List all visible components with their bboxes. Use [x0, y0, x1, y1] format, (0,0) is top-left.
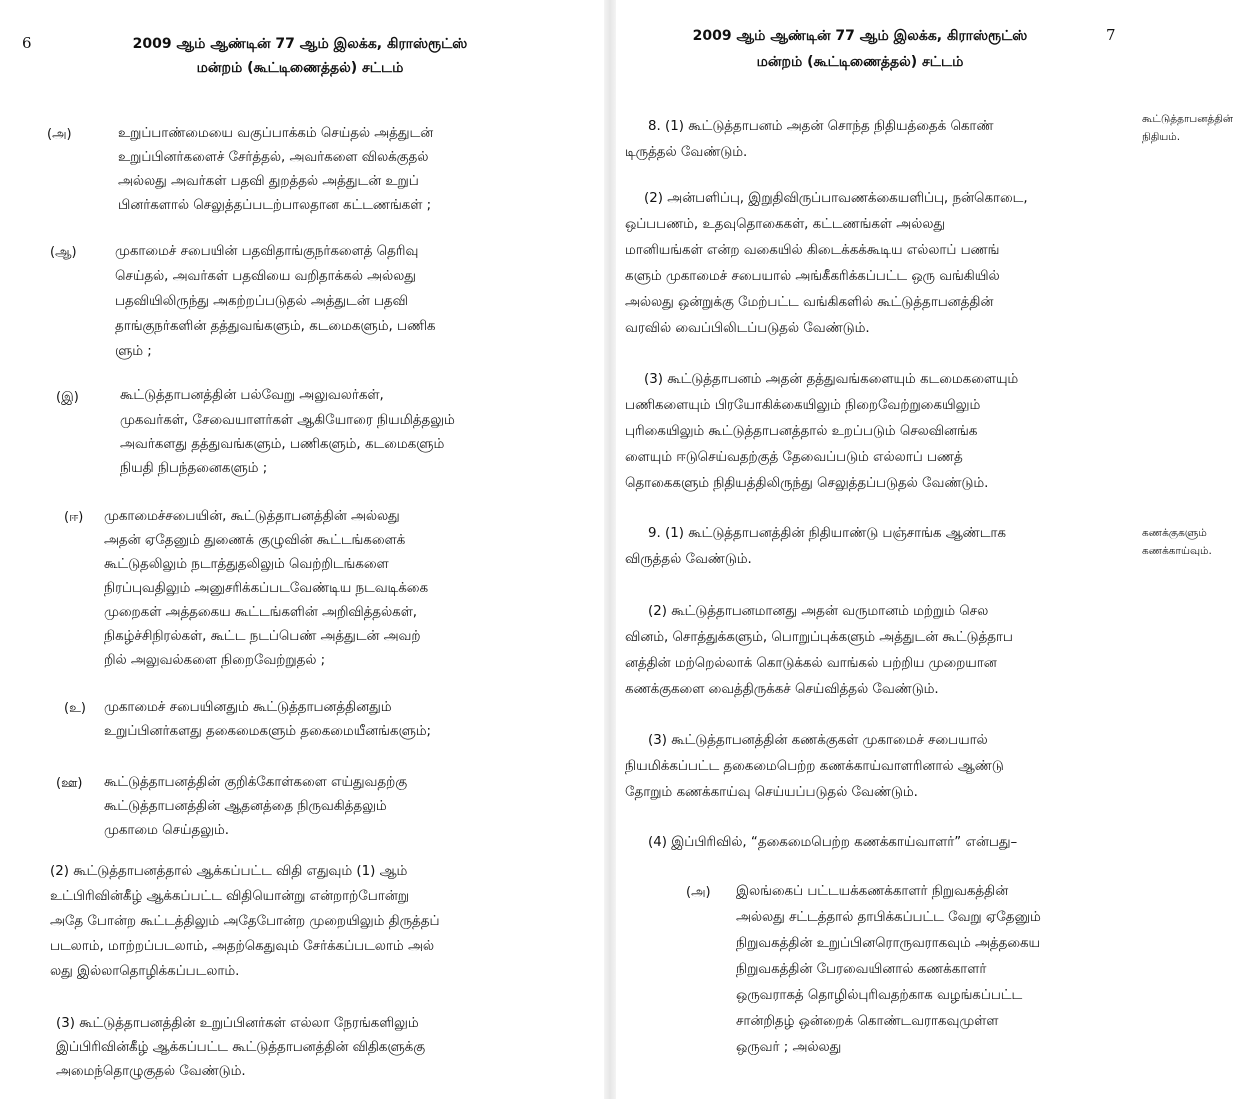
- item-line: ஒருவர் ; அல்லது: [736, 1040, 842, 1055]
- item-line: செய்தல், அவர்கள் பதவியை வறிதாக்கல் அல்லது: [115, 269, 416, 284]
- item-line: பினர்களால் செலுத்தப்படற்பாலதான கட்டணங்கள் ;: [118, 198, 432, 213]
- item-line: முகாமைச்சபையின், கூட்டுத்தாபனத்தின் அல்லது: [104, 509, 400, 524]
- paragraph-line: ஒப்பபணம், உதவுதொகைகள், கட்டணங்கள் அல்லது: [625, 217, 945, 232]
- paragraph-line: தொகைகளும் நிதியத்திலிருந்து செலுத்தப்படுதல் வேண்டும்.: [625, 476, 989, 491]
- paragraph-line: னத்தின் மற்றெல்லாக் கொடுக்கல் வாங்கல் பற்றிய முறையான: [625, 656, 997, 671]
- item-line: ளும் ;: [115, 344, 152, 359]
- paragraph-line: 8. (1) கூட்டுத்தாபனம் அதன் சொந்த நிதியத்தைக் கொண்: [648, 119, 994, 134]
- right-page: [620, 0, 1254, 1099]
- paragraph-line: (2) கூட்டுத்தாபனத்தால் ஆக்கப்பட்ட விதி எதுவும் (1) ஆம்: [50, 864, 408, 879]
- page-header-line1: 2009 ஆம் ஆண்டின் 77 ஆம் இலக்க, கிராஸ்ரூட்ஸ்: [692, 28, 1028, 44]
- paragraph-line: அல்லது ஒன்றுக்கு மேற்பட்ட வங்கிகளில் கூட்டுத்தாபனத்தின்: [625, 295, 994, 310]
- item-line: இலங்கைப் பட்டயக்கணக்காளர் நிறுவகத்தின்: [736, 884, 1009, 899]
- item-line: றில் அலுவல்களை நிறைவேற்றுதல் ;: [104, 653, 326, 668]
- paragraph-line: லது இல்லாதொழிக்கப்படலாம்.: [50, 964, 240, 979]
- item-line: நிகழ்ச்சிநிரல்கள், கூட்ட நடப்பெண் அத்துடன் அவற்: [104, 629, 421, 644]
- paragraph-line: வரவில் வைப்பிலிடப்படுதல் வேண்டும்.: [625, 321, 870, 336]
- item-line: முகாமை செய்தலும்.: [104, 823, 230, 838]
- page-number: 6: [22, 34, 32, 52]
- margin-note-accounts: [1142, 524, 1212, 560]
- item-line: அதன் ஏதேனும் துணைக் குழுவின் கூட்டங்களைக்: [104, 533, 406, 548]
- paragraph-line: அமைந்தொழுகுதல் வேண்டும்.: [56, 1064, 246, 1079]
- item-line: முறைகள் அத்தகைய கூட்டங்களின் அறிவித்தல்கள்,: [104, 605, 418, 620]
- paragraph-line: விருத்தல் வேண்டும்.: [625, 552, 752, 567]
- paragraph-line: (2) அன்பளிப்பு, இறுதிவிருப்பாவணக்கையளிப்பு, நன்கொடை,: [644, 191, 1028, 206]
- item-line: கூட்டுத்தாபனத்தின் பல்வேறு அலுவலர்கள்,: [120, 388, 384, 403]
- paragraph-line: கணக்குகளை வைத்திருக்கச் செய்வித்தல் வேண்டும்.: [625, 682, 939, 697]
- item-label: (ஊ): [56, 776, 83, 791]
- item-line: அல்லது அவர்கள் பதவி துறத்தல் அத்துடன் உறுப்: [118, 174, 419, 189]
- paragraph-line: உட்பிரிவின்கீழ் ஆக்கப்பட்ட விதியொன்று என்றாற்போன்று: [50, 889, 409, 904]
- item-label: (ஈ): [64, 510, 84, 525]
- item-line: உறுப்பாண்மையை வகுப்பாக்கம் செய்தல் அத்துடன்: [118, 126, 434, 141]
- item-line: நிரப்புவதிலும் அனுசரிக்கப்படவேண்டிய நடவடிக்கை: [104, 581, 429, 596]
- item-label: (அ): [686, 885, 711, 900]
- margin-note-line: கூட்டுத்தாபனத்தின்: [1142, 113, 1234, 125]
- paragraph-line: மானியங்கள் என்ற வகையில் கிடைக்கக்கூடிய எல்லாப் பணங்: [625, 243, 1000, 258]
- paragraph-line: அதே போன்ற கூட்டத்திலும் அதேபோன்ற முறையிலும் திருத்தப்: [50, 914, 440, 929]
- item-line: முகவர்கள், சேவையாளர்கள் ஆகியோரை நியமித்தலும்: [120, 413, 455, 428]
- item-label: (ஆ): [50, 245, 77, 260]
- item-line: கூட்டுத்தாபனத்தின் குறிக்கோள்களை எய்துவதற்கு: [104, 775, 408, 790]
- paragraph-line: (2) கூட்டுத்தாபனமானது அதன் வருமானம் மற்றும் செல: [648, 604, 989, 619]
- margin-note-line: கணக்குகளும்: [1142, 527, 1207, 539]
- item-line: சான்றிதழ் ஒன்றைக் கொண்டவராகவுமுள்ள: [736, 1014, 999, 1029]
- paragraph-line: இப்பிரிவின்கீழ் ஆக்கப்பட்ட கூட்டுத்தாபனத்தின் விதிகளுக்கு: [56, 1040, 426, 1055]
- paragraph-line: தோறும் கணக்காய்வு செய்யப்படுதல் வேண்டும்.: [625, 785, 918, 800]
- left-page: [0, 0, 600, 1099]
- item-line: முகாமைச் சபையினதும் கூட்டுத்தாபனத்தினதும்: [104, 700, 392, 715]
- item-line: நியதி நிபந்தனைகளும் ;: [120, 461, 268, 476]
- item-line: உறுப்பினர்களது தகைமைகளும் தகைமையீனங்களும்;: [104, 724, 432, 739]
- item-label: (இ): [56, 390, 79, 405]
- item-line: ஒருவராகத் தொழில்புரிவதற்காக வழங்கப்பட்ட: [736, 988, 1023, 1003]
- item-label: (உ): [64, 701, 86, 716]
- paragraph-line: ளையும் ஈடுசெய்வதற்குத் தேவைப்படும் எல்லாப் பணத்: [625, 450, 963, 465]
- paragraph-line: படலாம், மாற்றப்படலாம், அதற்கெதுவும் சேர்க்கப்படலாம் அல்: [50, 939, 434, 954]
- item-line: நிறுவகத்தின் உறுப்பினரொருவராகவும் அத்தகைய: [736, 936, 1041, 951]
- margin-note-line: நிதியம்.: [1142, 131, 1181, 143]
- paragraph-line: நியமிக்கப்பட்ட தகைமைபெற்ற கணக்காய்வாளரினால் ஆண்டு: [625, 759, 1004, 774]
- page-header-line2: மன்றம் (கூட்டிணைத்தல்) சட்டம்: [196, 60, 404, 76]
- paragraph-line: (3) கூட்டுத்தாபனத்தின் உறுப்பினர்கள் எல்லா நேரங்களிலும்: [56, 1016, 419, 1031]
- page-header-line2: மன்றம் (கூட்டிணைத்தல்) சட்டம்: [756, 54, 964, 70]
- paragraph-line: டிருத்தல் வேண்டும்.: [625, 145, 748, 160]
- item-line: அல்லது சட்டத்தால் தாபிக்கப்பட்ட வேறு ஏதேனும்: [736, 910, 1041, 925]
- item-line: அவர்களது தத்துவங்களும், பணிகளும், கடமைகளும்: [120, 437, 445, 452]
- margin-note-line: கணக்காய்வும்.: [1142, 545, 1212, 557]
- paragraph-line: வினம், சொத்துக்களும், பொறுப்புக்களும் அத்துடன் கூட்டுத்தாப: [625, 630, 1013, 645]
- item-line: நிறுவகத்தின் பேரவையினால் கணக்காளர்: [736, 962, 987, 977]
- item-label: (அ): [47, 127, 72, 142]
- margin-note-fund: [1142, 110, 1233, 146]
- item-line: உறுப்பினர்களைச் சேர்த்தல், அவர்களை விலக்குதல்: [118, 150, 429, 165]
- paragraph-line: புரிகையிலும் கூட்டுத்தாபனத்தால் உறப்படும் செலவினங்க: [625, 424, 978, 439]
- item-line: பதவியிலிருந்து அகற்றப்படுதல் அத்துடன் பதவி: [115, 294, 408, 309]
- book-gutter: [604, 0, 616, 1099]
- paragraph-line: (3) கூட்டுத்தாபனம் அதன் தத்துவங்களையும் கடமைகளையும்: [644, 372, 1019, 387]
- page-header-line1: 2009 ஆம் ஆண்டின் 77 ஆம் இலக்க, கிராஸ்ரூட்ஸ்: [132, 36, 468, 52]
- item-line: முகாமைச் சபையின் பதவிதாங்குநர்களைத் தெரிவு: [115, 244, 419, 259]
- item-line: தாங்குநர்களின் தத்துவங்களும், கடமைகளும், பணிக: [115, 319, 436, 334]
- paragraph-line: பணிகளையும் பிரயோகிக்கையிலும் நிறைவேற்றுகையிலும்: [625, 398, 981, 413]
- page-number: 7: [1106, 26, 1116, 44]
- paragraph-line: 9. (1) கூட்டுத்தாபனத்தின் நிதியாண்டு பஞ்சாங்க ஆண்டாக: [648, 526, 1006, 541]
- paragraph-line: களும் முகாமைச் சபையால் அங்கீகரிக்கப்பட்ட ஒரு வங்கியில்: [625, 269, 1000, 284]
- paragraph-line: (4) இப்பிரிவில், “தகைமைபெற்ற கணக்காய்வாளர்” என்பது–: [648, 835, 1018, 850]
- paragraph-line: (3) கூட்டுத்தாபனத்தின் கணக்குகள் முகாமைச் சபையால்: [648, 733, 988, 748]
- item-line: கூட்டுதலிலும் நடாத்துதலிலும் வெற்றிடங்களை: [104, 557, 389, 572]
- item-line: கூட்டுத்தாபனத்தின் ஆதனத்தை நிருவகித்தலும்: [104, 799, 387, 814]
